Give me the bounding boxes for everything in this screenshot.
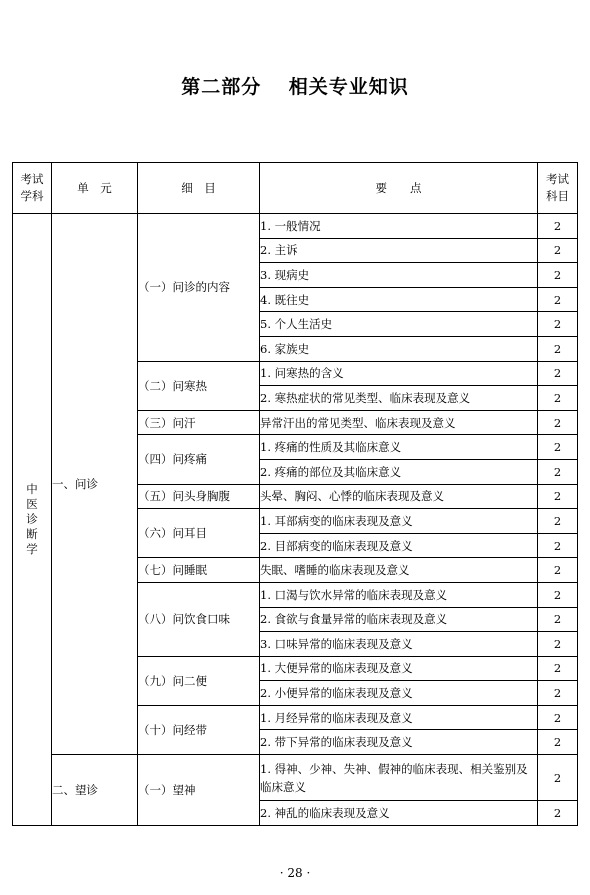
table-body xyxy=(13,214,578,826)
point-cell: 2. 寒热症状的常见类型、临床表现及意义 xyxy=(260,386,538,411)
point-cell: 2. 食欲与食量异常的临床表现及意义 xyxy=(260,607,538,632)
header-point: 要 点 xyxy=(260,163,538,214)
item-cell: （一）望神 xyxy=(138,755,260,826)
score-cell: 2 xyxy=(538,582,578,607)
score-cell: 2 xyxy=(538,801,578,826)
point-cell: 2. 主诉 xyxy=(260,238,538,263)
item-cell: （一）问诊的内容 xyxy=(138,214,260,362)
point-cell: 头晕、胸闷、心悸的临床表现及意义 xyxy=(260,484,538,509)
point-cell: 1. 疼痛的性质及其临床意义 xyxy=(260,435,538,460)
header-score: 考试 科目 xyxy=(538,163,578,214)
point-cell: 2. 带下异常的临床表现及意义 xyxy=(260,730,538,755)
score-cell: 2 xyxy=(538,632,578,657)
subject-char: 诊 xyxy=(26,511,38,526)
header-subject: 考试 学科 xyxy=(13,163,52,214)
syllabus-table xyxy=(12,162,578,826)
score-cell: 2 xyxy=(538,730,578,755)
point-cell: 1. 一般情况 xyxy=(260,214,538,239)
score-cell: 2 xyxy=(538,361,578,386)
item-cell: （二）问寒热 xyxy=(138,361,260,410)
point-cell: 1. 大便异常的临床表现及意义 xyxy=(260,656,538,681)
table-row xyxy=(13,214,578,239)
subject-char: 断 xyxy=(26,526,38,541)
header-unit: 单 元 xyxy=(52,163,138,214)
point-cell: 2. 小便异常的临床表现及意义 xyxy=(260,681,538,706)
score-cell: 2 xyxy=(538,558,578,583)
point-cell: 2. 目部病变的临床表现及意义 xyxy=(260,533,538,558)
score-cell: 2 xyxy=(538,681,578,706)
point-cell: 1. 耳部病变的临床表现及意义 xyxy=(260,509,538,534)
unit-cell: 一、问诊 xyxy=(52,214,138,755)
page-number: · 28 · xyxy=(279,866,311,880)
point-cell: 2. 疼痛的部位及其临床意义 xyxy=(260,459,538,484)
point-cell: 1. 口渴与饮水异常的临床表现及意义 xyxy=(260,582,538,607)
point-cell: 失眠、嗜睡的临床表现及意义 xyxy=(260,558,538,583)
unit-cell: 二、望诊 xyxy=(52,755,138,826)
point-cell: 3. 口味异常的临床表现及意义 xyxy=(260,632,538,657)
item-cell: （五）问头身胸腹 xyxy=(138,484,260,509)
score-cell: 2 xyxy=(538,435,578,460)
score-cell: 2 xyxy=(538,287,578,312)
table-header-row xyxy=(13,163,578,214)
point-cell: 异常汗出的常见类型、临床表现及意义 xyxy=(260,410,538,435)
score-cell: 2 xyxy=(538,533,578,558)
score-cell: 2 xyxy=(538,386,578,411)
item-cell: （八）问饮食口味 xyxy=(138,582,260,656)
item-cell: （四）问疼痛 xyxy=(138,435,260,484)
point-cell: 6. 家族史 xyxy=(260,336,538,361)
point-cell: 4. 既往史 xyxy=(260,287,538,312)
point-cell: 1. 问寒热的含义 xyxy=(260,361,538,386)
subject-char: 医 xyxy=(26,496,38,511)
score-cell: 2 xyxy=(538,484,578,509)
score-cell: 2 xyxy=(538,263,578,288)
score-cell: 2 xyxy=(538,509,578,534)
score-cell: 2 xyxy=(538,607,578,632)
subject-cell xyxy=(13,214,52,826)
item-cell: （十）问经带 xyxy=(138,705,260,754)
score-cell: 2 xyxy=(538,214,578,239)
subject-char: 中 xyxy=(26,481,38,496)
page-title: 第二部分 相关专业知识 xyxy=(181,76,409,98)
score-cell: 2 xyxy=(538,755,578,801)
score-cell: 2 xyxy=(538,459,578,484)
point-cell: 1. 得神、少神、失神、假神的临床表现、相关鉴别及临床意义 xyxy=(260,755,538,801)
point-cell: 1. 月经异常的临床表现及意义 xyxy=(260,705,538,730)
item-cell: （九）问二便 xyxy=(138,656,260,705)
score-cell: 2 xyxy=(538,705,578,730)
score-cell: 2 xyxy=(538,336,578,361)
point-cell: 2. 神乱的临床表现及意义 xyxy=(260,801,538,826)
item-cell: （七）问睡眠 xyxy=(138,558,260,583)
point-cell: 3. 现病史 xyxy=(260,263,538,288)
score-cell: 2 xyxy=(538,656,578,681)
score-cell: 2 xyxy=(538,410,578,435)
subject-char: 学 xyxy=(26,541,38,556)
score-cell: 2 xyxy=(538,312,578,337)
point-cell: 5. 个人生活史 xyxy=(260,312,538,337)
item-cell: （三）问汗 xyxy=(138,410,260,435)
table-row xyxy=(13,755,578,801)
item-cell: （六）问耳目 xyxy=(138,509,260,558)
score-cell: 2 xyxy=(538,238,578,263)
header-item: 细 目 xyxy=(138,163,260,214)
